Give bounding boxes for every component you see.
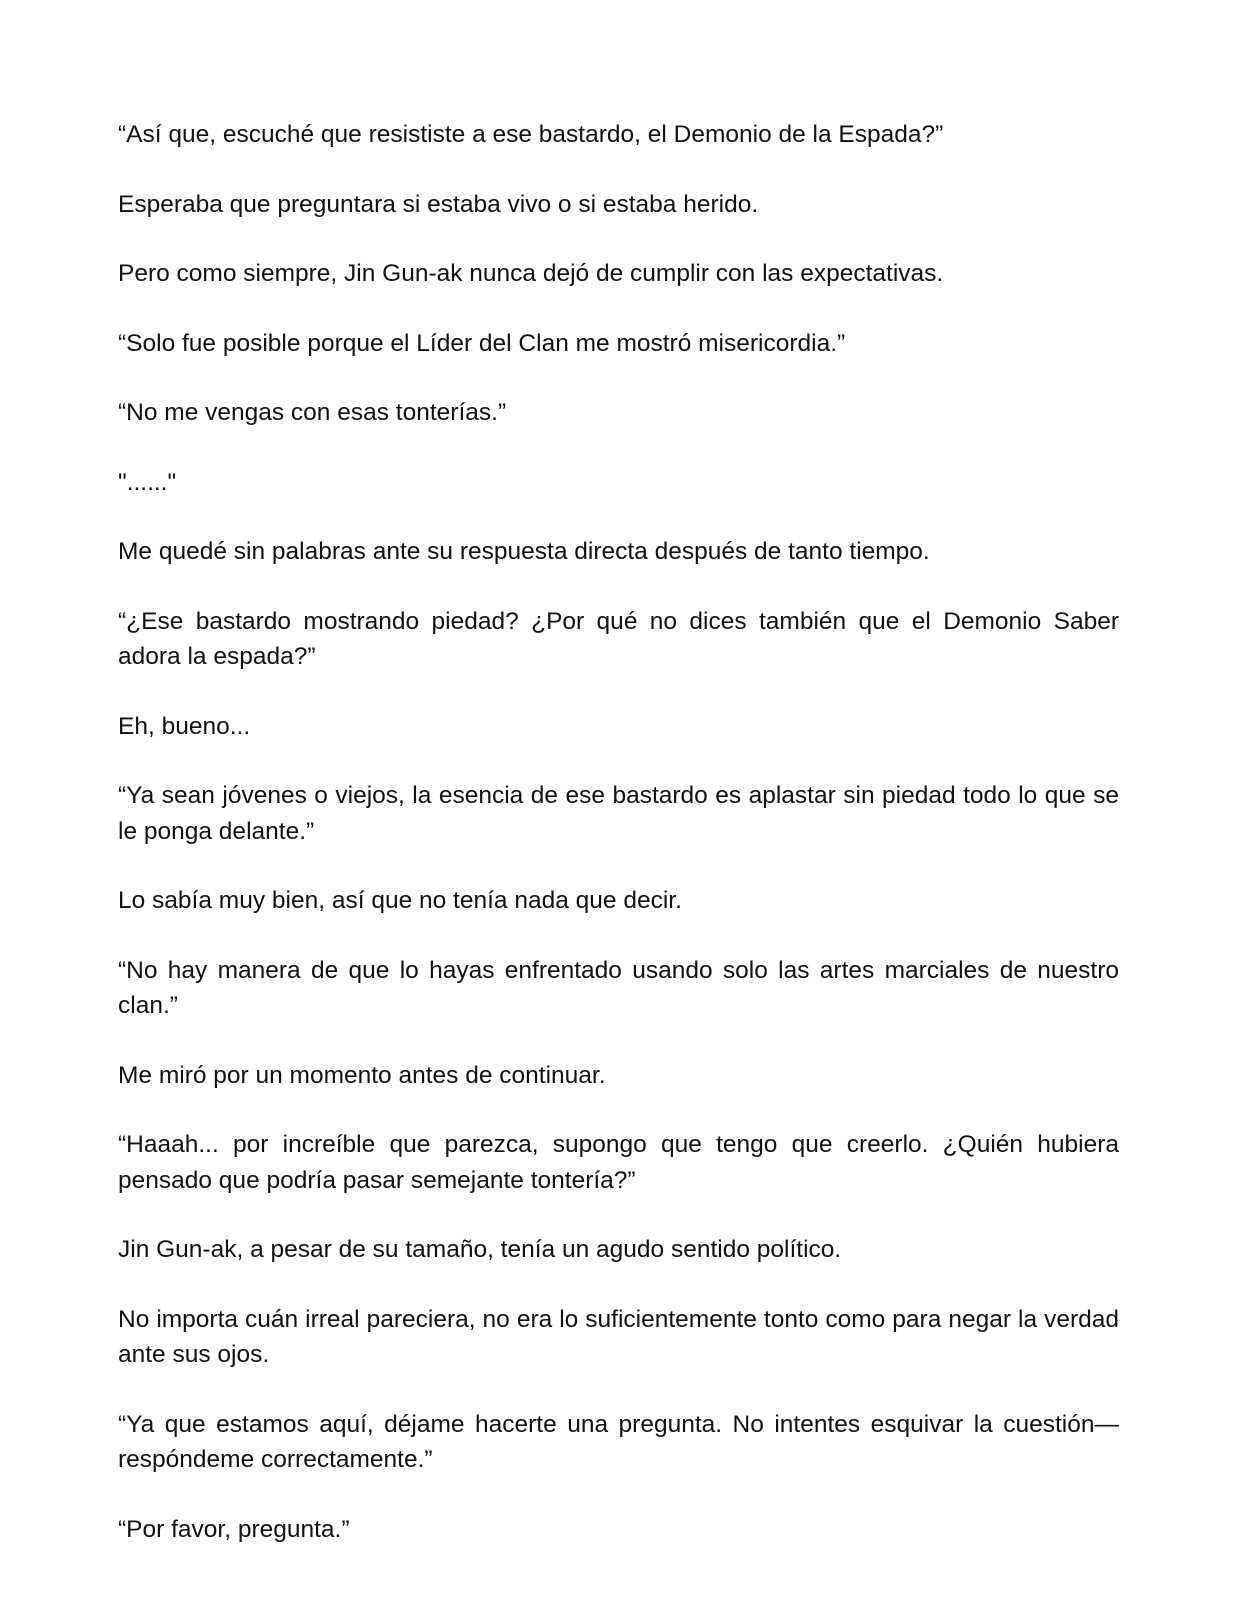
paragraph: Eh, bueno... — [118, 712, 251, 740]
paragraph: “No me vengas con esas tonterías.” — [118, 399, 507, 426]
paragraph: Jin Gun-ak, a pesar de su tamaño, tenía un agudo sentido político. — [118, 1236, 842, 1263]
paragraph: Me quedé sin palabras ante su respuesta directa después de tanto tiempo. — [118, 538, 930, 565]
paragraph: Me miró por un momento antes de continuar. — [118, 1061, 606, 1089]
paragraph: “Así que, escuché que resististe a ese bastardo, el Demonio de la Espada?” — [118, 121, 944, 148]
document-body — [118, 117, 1119, 1547]
paragraph: Esperaba que preguntara si estaba vivo o si estaba herido. — [118, 190, 759, 218]
paragraph: “Por favor, pregunta.” — [118, 1515, 350, 1543]
paragraph: "......" — [118, 468, 177, 496]
paragraph: “Ya que estamos aquí, déjame hacerte una pregunta. No intentes esquivar la cuestión—respóndeme correctamente.” — [118, 1410, 1119, 1473]
paragraph: “Haaah... por increíble que parezca, supongo que tengo que creerlo. ¿Quién hubiera pensado que podría pasar semejante tontería?” — [118, 1131, 1119, 1194]
paragraph: “Solo fue posible porque el Líder del Clan me mostró misericordia.” — [118, 329, 846, 357]
paragraph: No importa cuán irreal pareciera, no era lo suficientemente tonto como para negar la verdad ante sus ojos. — [118, 1305, 1119, 1368]
paragraph: Lo sabía muy bien, así que no tenía nada que decir. — [118, 887, 682, 914]
paragraph: Pero como siempre, Jin Gun-ak nunca dejó de cumplir con las expectativas. — [118, 260, 944, 287]
paragraph: “No hay manera de que lo hayas enfrentado usando solo las artes marciales de nuestro clan.” — [118, 956, 1119, 1019]
paragraph: “Ya sean jóvenes o viejos, la esencia de ese bastardo es aplastar sin piedad todo lo que se le ponga delante.” — [118, 782, 1119, 845]
paragraph: “¿Ese bastardo mostrando piedad? ¿Por qué no dices también que el Demonio Saber adora la espada?” — [118, 607, 1119, 670]
